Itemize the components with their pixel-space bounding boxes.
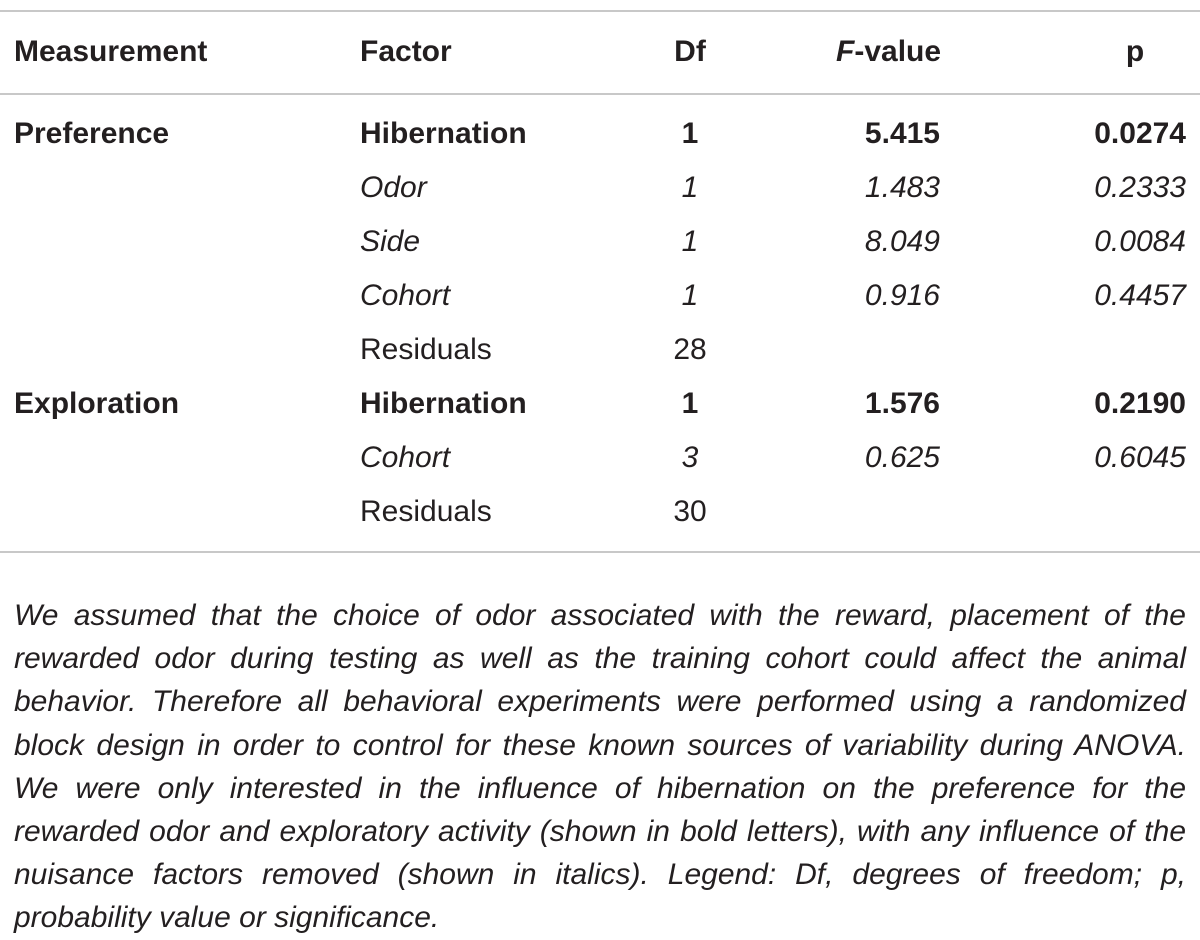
table-top-rule (0, 10, 1200, 12)
table-header-row (0, 25, 1200, 79)
cell-df: 28 (673, 333, 707, 366)
cell-factor: Odor (360, 171, 427, 204)
cell-df: 3 (681, 441, 699, 474)
table-row (0, 485, 1200, 539)
cell-factor: Hibernation (360, 117, 527, 150)
cell-factor: Side (360, 225, 421, 258)
cell-p-value: 0.4457 (1094, 279, 1186, 312)
table-row (0, 377, 1200, 431)
table-bottom-rule (0, 551, 1200, 553)
table-row (0, 323, 1200, 377)
cell-factor: Cohort (360, 279, 451, 312)
cell-measurement: Preference (14, 117, 170, 150)
cell-f-value: 8.049 (864, 225, 940, 258)
header-f-suffix: -value (854, 35, 942, 68)
table-footnote: We assumed that the choice of odor associated with the reward, placement of the rewarded odor during testing as well as the training cohort could affect the animal behavior. Therefore all behavioral experiments were performed using a randomized block design in order to control for these known sources of variability during ANOVA. We were only interested in the influence of hibernation on the preference for the rewarded odor and exploratory activity (shown in bold letters), with any influence of the nuisance factors removed (shown in italics). Legend: Df, degrees of freedom; p, probability value or significance. (14, 599, 1186, 935)
cell-df: 1 (681, 279, 699, 312)
cell-factor: Hibernation (360, 387, 527, 420)
header-f-letter: F (836, 35, 855, 68)
table-row (0, 161, 1200, 215)
cell-p-value: 0.0084 (1094, 225, 1186, 258)
cell-df: 1 (681, 171, 699, 204)
cell-f-value: 5.415 (864, 117, 940, 150)
header-factor: Factor (360, 35, 452, 68)
cell-df: 30 (673, 495, 707, 528)
cell-f-value: 1.576 (864, 387, 940, 420)
cell-f-value: 0.625 (864, 441, 940, 474)
header-measurement: Measurement (14, 35, 208, 68)
table-row (0, 107, 1200, 161)
cell-f-value: 0.916 (864, 279, 940, 312)
cell-p-value: 0.2190 (1094, 387, 1186, 420)
cell-f-value: 1.483 (864, 171, 940, 204)
table-row (0, 215, 1200, 269)
table-row (0, 269, 1200, 323)
cell-p-value: 0.6045 (1094, 441, 1186, 474)
table-row (0, 431, 1200, 485)
header-f-value (800, 25, 1026, 79)
cell-measurement: Exploration (14, 387, 180, 420)
header-p: p (1125, 35, 1145, 68)
table-header-rule (0, 93, 1200, 95)
cell-factor: Residuals (360, 495, 492, 528)
cell-p-value: 0.0274 (1094, 117, 1186, 150)
cell-df: 1 (681, 225, 699, 258)
cell-factor: Residuals (360, 333, 492, 366)
cell-p-value: 0.2333 (1094, 171, 1186, 204)
header-df: Df (674, 35, 706, 68)
cell-df: 1 (681, 117, 699, 150)
cell-factor: Cohort (360, 441, 451, 474)
cell-df: 1 (681, 387, 699, 420)
